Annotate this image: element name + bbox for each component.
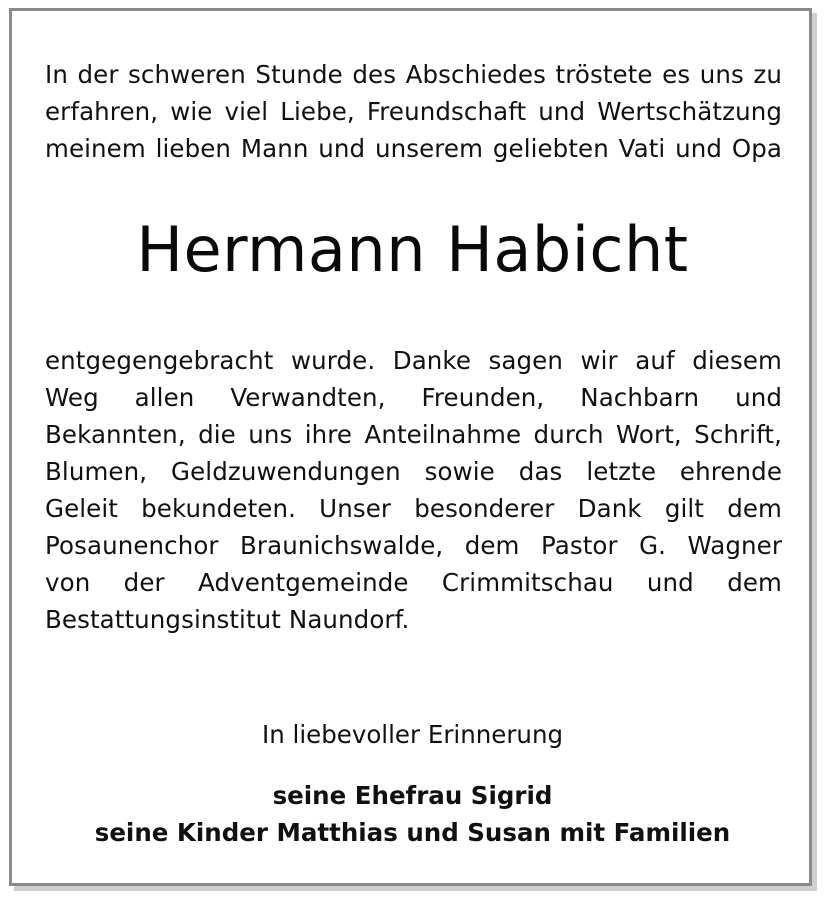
thanks-line: Posaunenchor Braunichswalde, dem Pastor G. Wagner — [45, 531, 782, 560]
thanks-line: Geleit bekundeten. Unser besonderer Dank gilt dem — [45, 494, 782, 523]
thanks-line: Weg allen Verwandten, Freunden, Nachbarn und — [45, 383, 782, 412]
intro-line: erfahren, wie viel Liebe, Freundschaft und Wertschätzung — [45, 97, 782, 126]
intro-paragraph — [45, 56, 782, 167]
signatory-spouse: seine Ehefrau Sigrid — [272, 781, 553, 810]
intro-line: In der schweren Stunde des Abschiedes tröstete es uns zu — [45, 60, 782, 89]
thanks-line: von der Adventgemeinde Crimmitschau und dem — [45, 568, 782, 597]
closing-phrase: In liebevoller Erinnerung — [261, 720, 564, 749]
deceased-name: Hermann Habicht — [136, 213, 689, 286]
thanks-paragraph — [45, 342, 782, 638]
thanks-line: Blumen, Geldzuwendungen sowie das letzte ehrende — [45, 457, 782, 486]
signatory-children: seine Kinder Matthias und Susan mit Familien — [94, 818, 731, 847]
intro-line: meinem lieben Mann und unserem geliebten Vati und Opa — [45, 134, 782, 163]
thanks-line: Bekannten, die uns ihre Anteilnahme durch Wort, Schrift, — [45, 420, 782, 449]
thanks-line: Bestattungsinstitut Naundorf. — [45, 605, 410, 634]
thanks-line: entgegengebracht wurde. Danke sagen wir auf diesem — [45, 346, 782, 375]
